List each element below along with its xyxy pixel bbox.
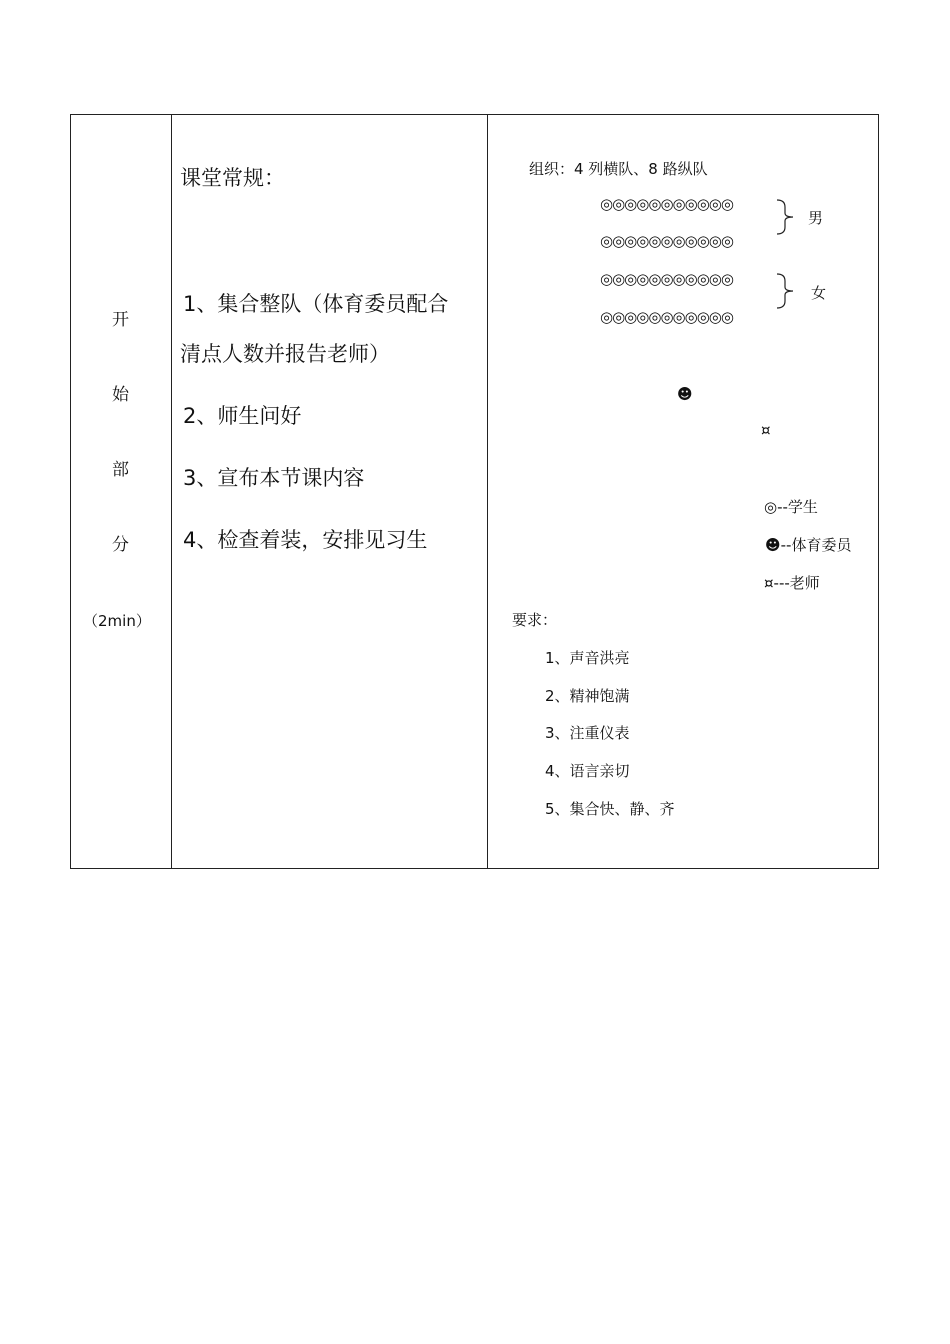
formation-row: ◎◎◎◎◎◎◎◎◎◎◎ xyxy=(600,232,733,250)
column-divider xyxy=(171,115,172,868)
content-item: 清点人数并报告老师） xyxy=(180,342,390,366)
legend-teacher: ¤---老师 xyxy=(764,574,820,592)
phase-duration: （2min） xyxy=(83,612,151,630)
phase-char: 分 xyxy=(112,535,129,555)
lesson-plan-table xyxy=(70,114,879,869)
brace-icon xyxy=(775,273,797,309)
brace-icon xyxy=(775,199,797,235)
phase-char: 始 xyxy=(112,385,129,405)
requirement-item: 5、集合快、静、齐 xyxy=(545,800,675,818)
content-item: 4、检查着装，安排见习生 xyxy=(183,528,428,552)
content-item: 1、集合整队（体育委员配合 xyxy=(183,292,449,316)
requirement-item: 4、语言亲切 xyxy=(545,762,630,780)
requirements-title: 要求： xyxy=(512,611,558,629)
formation-row: ◎◎◎◎◎◎◎◎◎◎◎ xyxy=(600,195,733,213)
content-item: 3、宣布本节课内容 xyxy=(183,466,365,490)
column-divider xyxy=(487,115,488,868)
requirement-item: 1、声音洪亮 xyxy=(545,649,630,667)
phase-char: 开 xyxy=(112,310,129,330)
teacher-icon: ¤ xyxy=(761,421,771,439)
organization-title: 组织：4 列横队、8 路纵队 xyxy=(529,160,708,178)
group-label-female: 女 xyxy=(811,284,827,302)
monitor-icon: ☻ xyxy=(677,385,693,403)
legend-student: ◎--学生 xyxy=(764,498,818,516)
phase-char: 部 xyxy=(112,460,129,480)
requirement-item: 2、精神饱满 xyxy=(545,687,630,705)
legend-monitor: ☻--体育委员 xyxy=(765,536,852,554)
content-heading: 课堂常规： xyxy=(180,166,285,190)
group-label-male: 男 xyxy=(808,209,824,227)
formation-row: ◎◎◎◎◎◎◎◎◎◎◎ xyxy=(600,270,733,288)
requirement-item: 3、注重仪表 xyxy=(545,724,630,742)
content-item: 2、师生问好 xyxy=(183,404,302,428)
formation-row: ◎◎◎◎◎◎◎◎◎◎◎ xyxy=(600,308,733,326)
